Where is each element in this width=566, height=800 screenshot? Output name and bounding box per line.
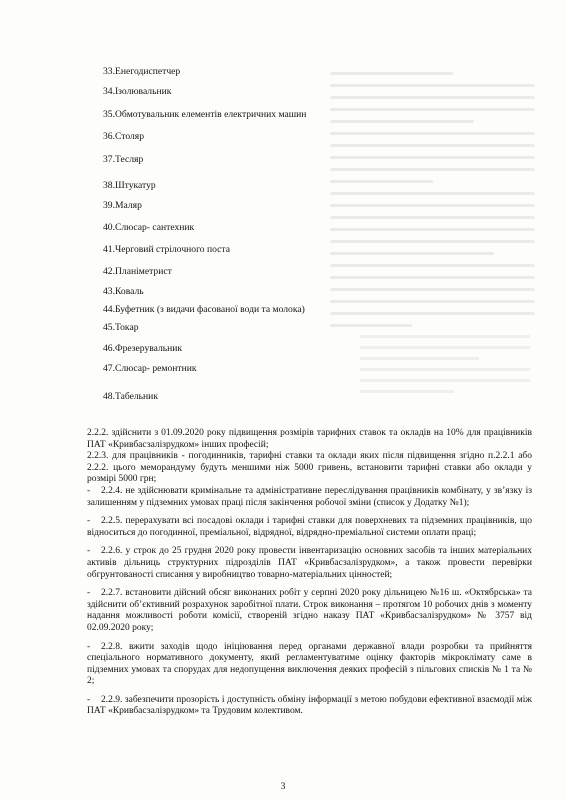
list-item: 38.Штукатур: [103, 180, 156, 191]
clause-paragraph: - 2.2.7. встановити дійсний обсяг виконаних робіт у серпні 2020 року дільницею №16 ш. «Октябрська» та здійснити об’єктивний розрахунок заробітної плати. Строк виконання – протягом 10 робочих днів з моменту надання можливості роботи комісії, створеній згідно наказу ПАТ «Кривбасзалізрудком» № 3757 від 02.09.2020 року;: [87, 588, 532, 633]
clause-paragraph: - 2.2.9. забезпечити прозорість і доступність обміну інформації з метою побудови ефективної взаємодії між ПАТ «Кривбасзалізрудком» та Трудовим колективом.: [87, 694, 532, 717]
list-item: 36.Столяр: [103, 131, 144, 142]
list-item: 44.Буфетник (з видачи фасованої води та молока): [103, 304, 305, 315]
list-item: 33.Енегодиспетчер: [103, 66, 181, 77]
list-item: 35.Обмотувальник елементів електричних машин: [103, 109, 307, 120]
clause-paragraph: 2.2.3. для працівників - погодинників, тарифні ставки та оклади яких після підвищення згідно п.2.2.1 або 2.2.2. цього меморандуму будуть меншими ніж 5000 гривень, встановити тарифні ставки або оклади у розмірі 5000 грн;: [87, 451, 532, 485]
list-item: 40.Слюсар- сантехник: [103, 222, 195, 233]
page-number: 3: [280, 782, 286, 792]
dash-marker: -: [87, 694, 91, 705]
list-item: 34.Ізолювальник: [103, 86, 172, 97]
list-item: 43.Коваль: [103, 286, 144, 297]
list-item: 47.Слюсар- ремонтник: [103, 363, 197, 374]
clause-paragraph: - 2.2.4. не здійснювати кримінальне та адміністративне переслідування працівників комбінату, у зв’язку із залишенням у підземних умовах праці після закінчення робочої зміни (список у Додатку №1);: [87, 485, 532, 508]
dash-marker: -: [87, 516, 91, 527]
clause-paragraph: 2.2.2. здійснити з 01.09.2020 року підвищення розмірів тарифних ставок та окладів на 10% для працівників ПАТ «Кривбасзалізрудком» інших професій;: [87, 428, 532, 450]
dash-marker: -: [87, 588, 91, 599]
memorandum-clauses: [87, 428, 532, 718]
list-item: 46.Фрезерувальник: [103, 343, 183, 354]
list-item: 41.Черговий стрілочного поста: [103, 244, 230, 255]
bleed-through-text-lower: [360, 335, 530, 435]
list-item: 39.Маляр: [103, 200, 142, 211]
clause-paragraph: - 2.2.8. вжити заходів щодо ініціювання перед органами державної влади розробки та прийняття спеціального нормативного документу, який регламентуватиме оцінку факторів мікроклімату саме в підземних умовах та спорудах для недопущення виключення деяких професій з пільгових списків № 1 та № 2;: [87, 641, 532, 687]
clause-paragraph: - 2.2.6. у строк до 25 грудня 2020 року провести інвентаризацію основних засобів та інших матеріальних активів дільниць структурних підрозділів ПАТ «Кривбасзалізрудком», а також провести перевірки обгрунтованості списання у виробництво товарно-матеріальних цінностей;: [87, 546, 532, 580]
dash-marker: -: [87, 485, 91, 496]
dash-marker: -: [87, 546, 91, 557]
list-item: 42.Планіметрист: [103, 266, 172, 277]
clause-paragraph: - 2.2.5. перерахувати всі посадові оклади і тарифні ставки для поверхневих та підземних працівників, що відноситься до погодинної, преміальної, відрядної, відрядно-преміальної системи оплати праці;: [87, 516, 532, 538]
dash-marker: -: [87, 641, 91, 652]
list-item: 37.Тесляр: [103, 154, 144, 165]
list-item: 48.Табельник: [103, 391, 158, 402]
list-item: 45.Токар: [103, 322, 139, 333]
